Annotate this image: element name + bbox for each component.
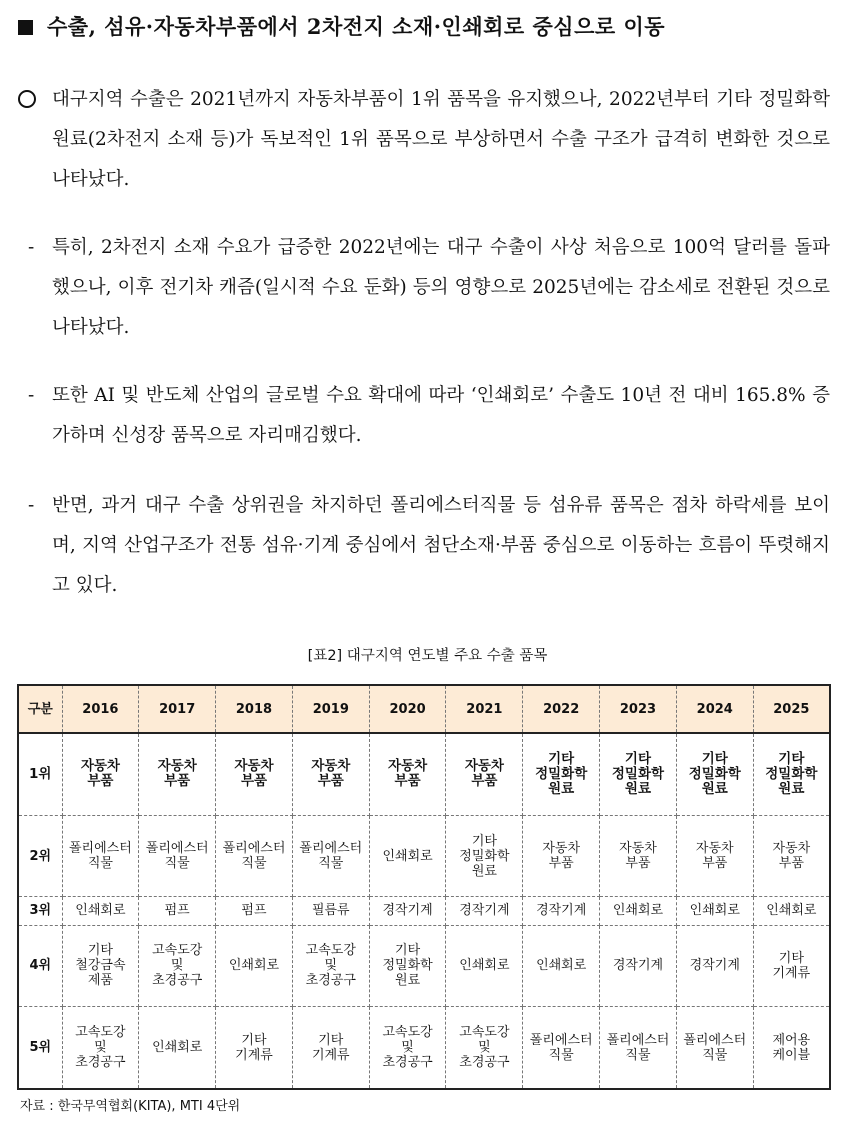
table-cell: 폴리에스터 직물	[216, 815, 293, 896]
table-cell: 경작기계	[523, 897, 600, 925]
rank-cell: 2위	[18, 815, 62, 896]
table-cell: 인쇄회로	[600, 897, 677, 925]
header-cell: 2023	[600, 685, 677, 733]
section-heading	[18, 10, 843, 44]
table-cell: 인쇄회로	[139, 1007, 216, 1089]
header-cell: 2018	[216, 685, 293, 733]
table-cell: 기타 정밀화학 원료	[600, 733, 677, 815]
table-cell: 고속도강 및 초경공구	[369, 1007, 446, 1089]
header-cell: 구분	[18, 685, 62, 733]
table-cell: 기타 정밀화학 원료	[523, 733, 600, 815]
table-row	[18, 815, 830, 896]
header-cell: 2017	[139, 685, 216, 733]
table-cell: 자동차 부품	[523, 815, 600, 896]
table-cell: 기타 기계류	[216, 1007, 293, 1089]
table-cell: 폴리에스터 직물	[62, 815, 139, 896]
dash-marker: -	[28, 237, 35, 258]
table-cell: 기타 정밀화학 원료	[369, 925, 446, 1006]
table-cell: 기타 기계류	[292, 1007, 369, 1089]
table-caption: [표2] 대구지역 연도별 주요 수출 품목	[307, 648, 548, 664]
table-cell: 고속도강 및 초경공구	[446, 1007, 523, 1089]
table-cell: 필름류	[292, 897, 369, 925]
table-cell: 자동차 부품	[216, 733, 293, 815]
table-header-row	[18, 685, 830, 733]
table-cell: 고속도강 및 초경공구	[139, 925, 216, 1006]
header-cell: 2020	[369, 685, 446, 733]
table-cell: 기타 정밀화학 원료	[446, 815, 523, 896]
table-cell: 기타 정밀화학 원료	[676, 733, 753, 815]
header-cell: 2016	[62, 685, 139, 733]
header-cell: 2025	[753, 685, 830, 733]
sub-point-1: 특히, 2차전지 소재 수요가 급증한 2022년에는 대구 수출이 사상 처음으로 100억 달러를 돌파했으나, 이후 전기차 캐즘(일시적 수요 둔화) 등의 영향으로 2025년에는 감소세로 전환된 것으로 나타났다.	[52, 237, 830, 338]
table-cell: 펌프	[216, 897, 293, 925]
sub-point-3: 반면, 과거 대구 수출 상위권을 차지하던 폴리에스터직물 등 섬유류 품목은 점차 하락세를 보이며, 지역 산업구조가 전통 섬유·기계 중심에서 첨단소재·부품 중심으로 이동하는 흐름이 뚜렷해지고 있다.	[52, 495, 830, 596]
table-cell: 인쇄회로	[62, 897, 139, 925]
table-cell: 기타 정밀화학 원료	[753, 733, 830, 815]
table-cell: 자동차 부품	[446, 733, 523, 815]
table-cell: 폴리에스터 직물	[523, 1007, 600, 1089]
table-cell: 기타 기계류	[753, 925, 830, 1006]
table-cell: 인쇄회로	[523, 925, 600, 1006]
table-cell: 자동차 부품	[292, 733, 369, 815]
table-row	[18, 1007, 830, 1089]
table-cell: 인쇄회로	[446, 925, 523, 1006]
rank-cell: 3위	[18, 897, 62, 925]
source-note: 자료 : 한국무역협회(KITA), MTI 4단위	[20, 1099, 241, 1114]
table-cell: 경작기계	[446, 897, 523, 925]
rank-cell: 5위	[18, 1007, 62, 1089]
table-cell: 고속도강 및 초경공구	[292, 925, 369, 1006]
table-cell: 자동차 부품	[62, 733, 139, 815]
table-cell: 인쇄회로	[753, 897, 830, 925]
table-row	[18, 733, 830, 815]
table-cell: 폴리에스터 직물	[600, 1007, 677, 1089]
header-cell: 2019	[292, 685, 369, 733]
table-cell: 폴리에스터 직물	[292, 815, 369, 896]
table-cell: 자동차 부품	[369, 733, 446, 815]
circle-bullet-icon	[18, 90, 36, 108]
table-cell: 경작기계	[600, 925, 677, 1006]
table-cell: 인쇄회로	[369, 815, 446, 896]
table-cell: 자동차 부품	[676, 815, 753, 896]
header-cell: 2021	[446, 685, 523, 733]
square-bullet-icon	[18, 20, 33, 35]
table-cell: 고속도강 및 초경공구	[62, 1007, 139, 1089]
table-cell: 폴리에스터 직물	[139, 815, 216, 896]
rank-cell: 1위	[18, 733, 62, 815]
header-cell: 2022	[523, 685, 600, 733]
table-cell: 펌프	[139, 897, 216, 925]
table-cell: 자동차 부품	[753, 815, 830, 896]
table-row	[18, 925, 830, 1006]
sub-point-2: 또한 AI 및 반도체 산업의 글로벌 수요 확대에 따라 ‘인쇄회로’ 수출도 10년 전 대비 165.8% 증가하며 신성장 품목으로 자리매김했다.	[52, 385, 830, 446]
table-cell: 인쇄회로	[216, 925, 293, 1006]
table-cell: 자동차 부품	[139, 733, 216, 815]
header-cell: 2024	[676, 685, 753, 733]
dash-marker: -	[28, 385, 35, 406]
table-row	[18, 897, 830, 925]
table-cell: 제어용 케이블	[753, 1007, 830, 1089]
main-paragraph: 대구지역 수출은 2021년까지 자동차부품이 1위 품목을 유지했으나, 2022년부터 기타 정밀화학원료(2차전지 소재 등)가 독보적인 1위 품목으로 부상하면서 수출 구조가 급격히 변화한 것으로 나타났다.	[52, 89, 830, 190]
table-cell: 경작기계	[676, 925, 753, 1006]
export-items-table	[17, 684, 831, 1090]
rank-cell: 4위	[18, 925, 62, 1006]
table-cell: 폴리에스터 직물	[676, 1007, 753, 1089]
table-cell: 자동차 부품	[600, 815, 677, 896]
heading-text: 수출, 섬유·자동차부품에서 2차전지 소재·인쇄회로 중심으로 이동	[47, 14, 666, 39]
table-cell: 경작기계	[369, 897, 446, 925]
dash-marker: -	[28, 495, 35, 516]
table-cell: 인쇄회로	[676, 897, 753, 925]
table-cell: 기타 철강금속 제품	[62, 925, 139, 1006]
